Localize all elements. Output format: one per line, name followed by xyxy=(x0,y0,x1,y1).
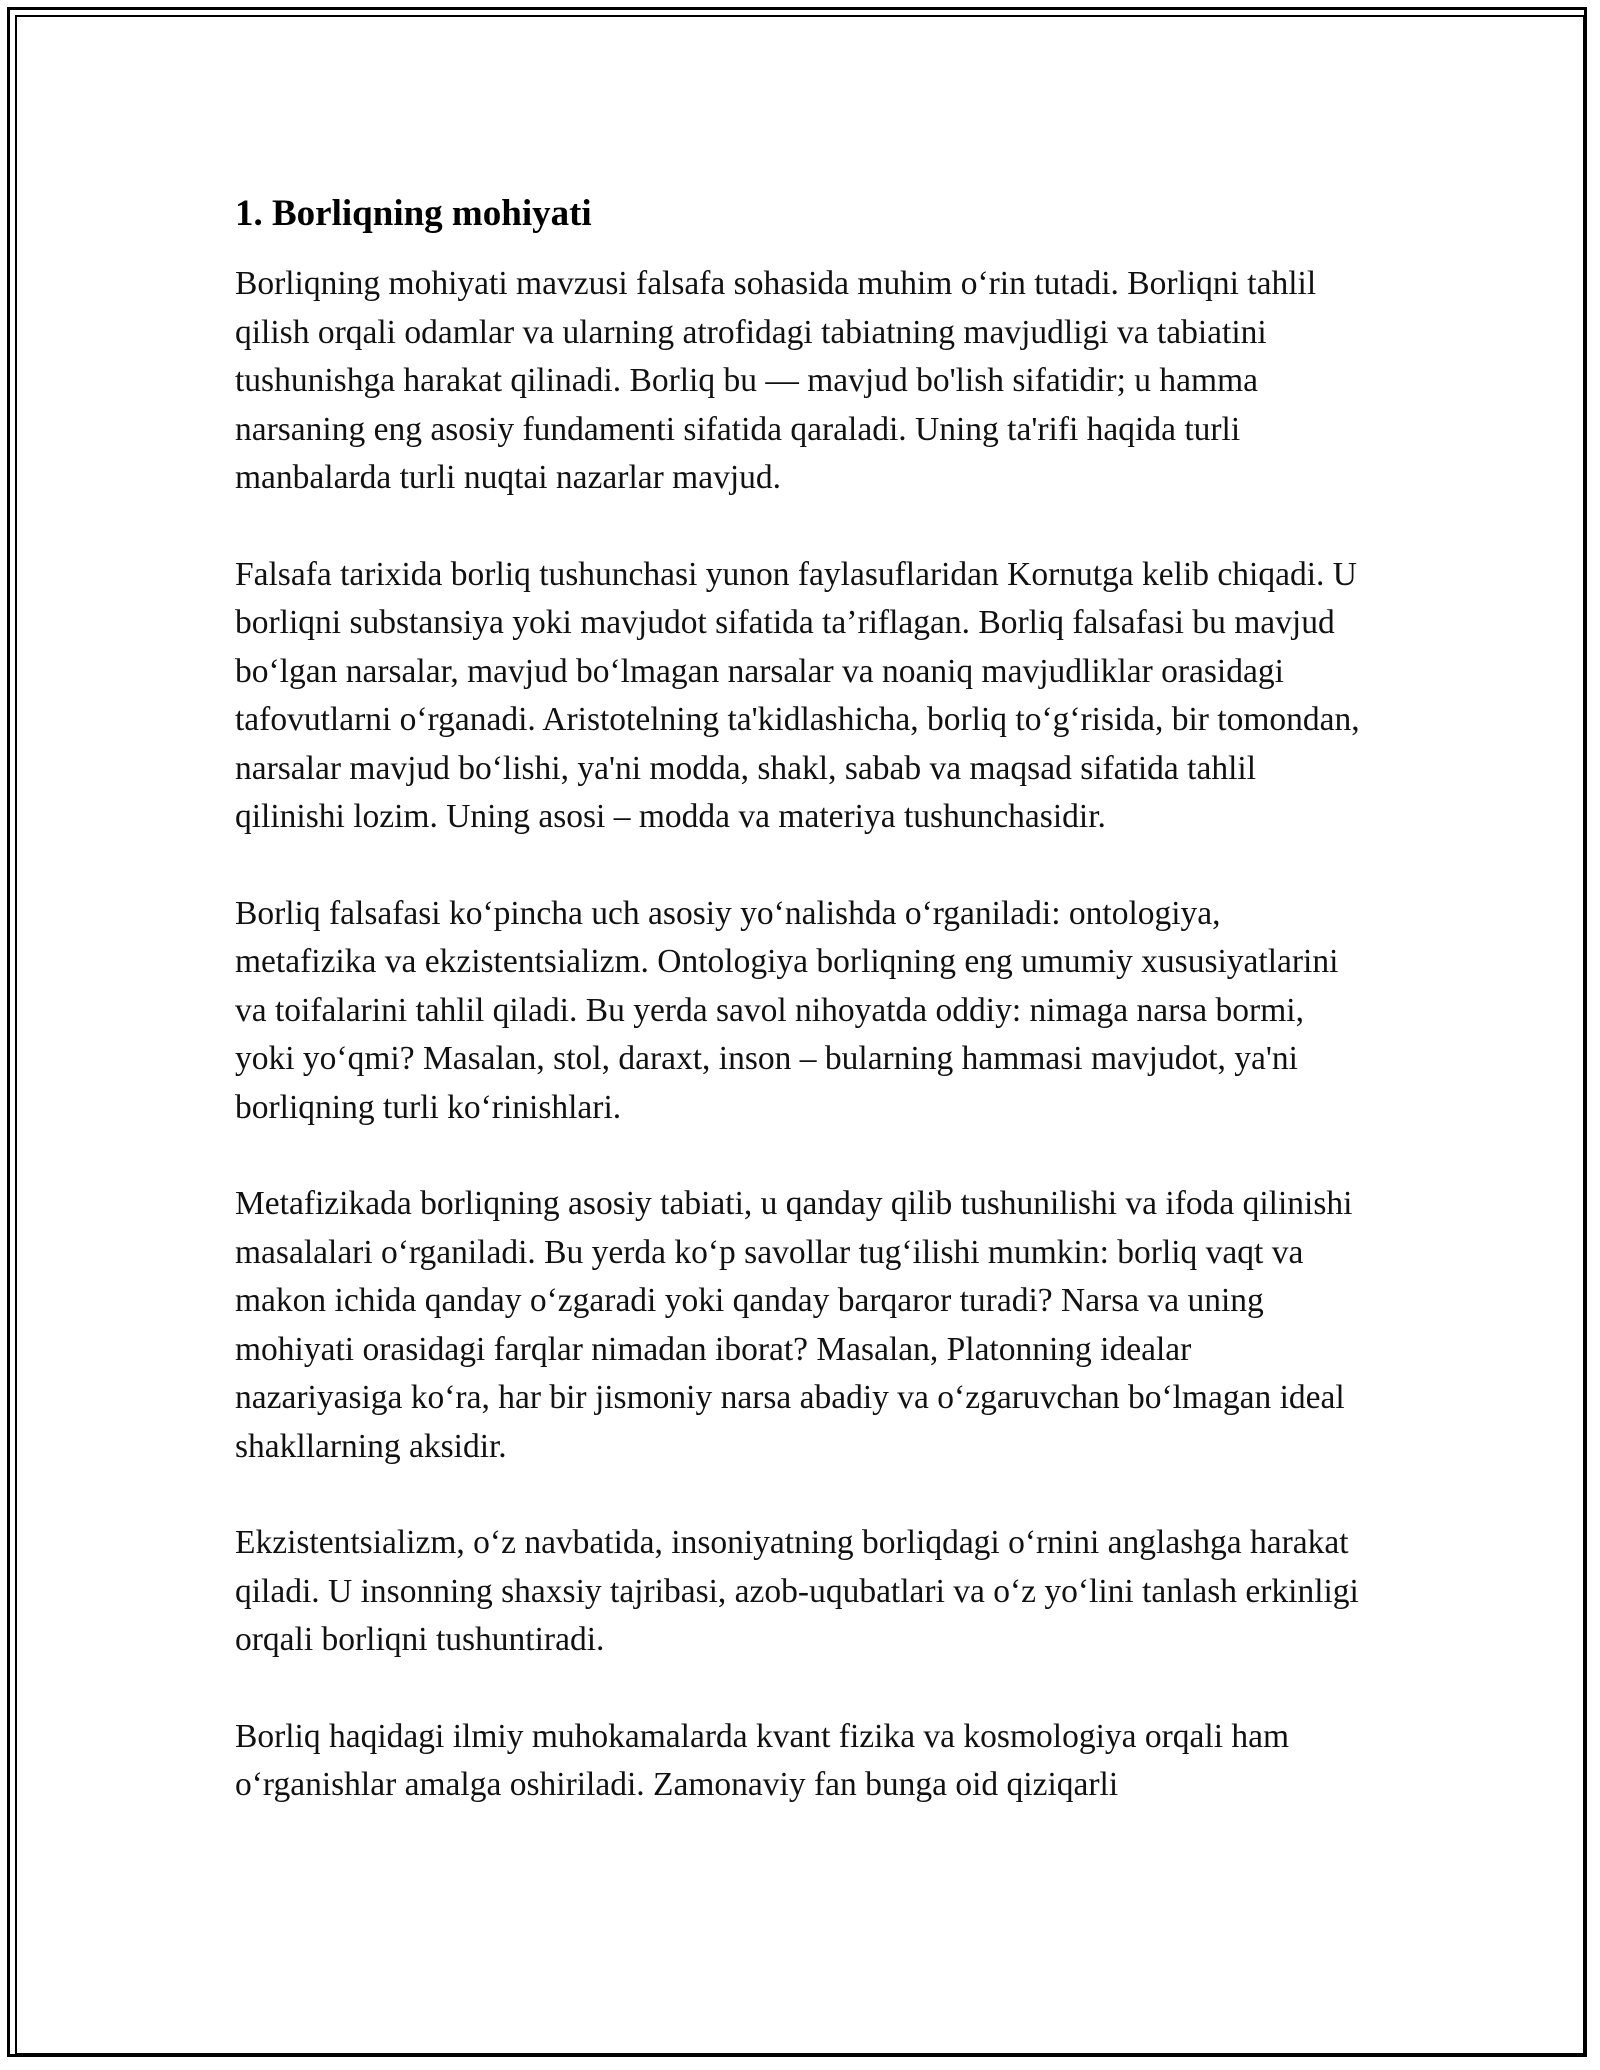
paragraph-5: Ekzistentsializm, o‘z navbatida, insoniyatning borliqdagi o‘rnini anglashga harakat qiladi. U insonning shaxsiy tajribasi, azob-uqubatlari va o‘z yo‘lini tanlash erkinligi orqali borliqni tushuntiradi. xyxy=(235,1524,1359,1658)
paragraph-6: Borliq haqidagi ilmiy muhokamalarda kvant fizika va kosmologiya orqali ham o‘rganishlar amalga oshiriladi. Zamonaviy fan bunga oid qiziqarli xyxy=(235,1717,1290,1803)
paragraph-1: Borliqning mohiyati mavzusi falsafa sohasida muhim o‘rin tutadi. Borliqni tahlil qilish orqali odamlar va ularning atrofidagi tabiatning mavjudligi va tabiatini tushunishga harakat qilinadi. Borliq bu — mavjud bo'lish sifatidir; u hamma narsaning eng asosiy fundamenti sifatida qaraladi. Uning ta'rifi haqida turli manbalarda turli nuqtai nazarlar mavjud. xyxy=(235,265,1317,496)
document-body xyxy=(235,188,1365,1858)
paragraph-2: Falsafa tarixida borliq tushunchasi yunon faylasuflaridan Kornutga kelib chiqadi. U borliqni substansiya yoki mavjudot sifatida ta’riflagan. Borliq falsafasi bu mavjud bo‘lgan narsalar, mavjud bo‘lmagan narsalar va noaniq mavjudliklar orasidagi tafovutlarni o‘rganadi. Aristotelning ta'kidlashicha, borliq to‘g‘risida, bir tomondan, narsalar mavjud bo‘lishi, ya'ni modda, shakl, sabab va maqsad sifatida tahlil qilinishi lozim. Uning asosi – modda va materiya tushunchasidir. xyxy=(235,555,1360,835)
paragraph-3: Borliq falsafasi ko‘pincha uch asosiy yo‘nalishda o‘rganiladi: ontologiya, metafizika va ekzistentsializm. Ontologiya borliqning eng umumiy xususiyatlarini va toifalarini tahlil qiladi. Bu yerda savol nihoyatda oddiy: nimaga narsa bormi, yoki yo‘qmi? Masalan, stol, daraxt, inson – bularning hammasi mavjudot, ya'ni borliqning turli ko‘rinishlari. xyxy=(235,894,1339,1126)
paragraph-4: Metafizikada borliqning asosiy tabiati, u qanday qilib tushunilishi va ifoda qilinishi masalalari o‘rganiladi. Bu yerda ko‘p savollar tug‘ilishi mumkin: borliq vaqt va makon ichida qanday o‘zgaradi yoki qanday barqaror turadi? Narsa va uning mohiyati orasidagi farqlar nimadan iborat? Masalan, Platonning idealar nazariyasiga ko‘ra, har bir jismoniy narsa abadiy va o‘zgaruvchan bo‘lmagan ideal shakllarning aksidir. xyxy=(235,1185,1353,1465)
section-heading: 1. Borliqning mohiyati xyxy=(235,193,592,234)
